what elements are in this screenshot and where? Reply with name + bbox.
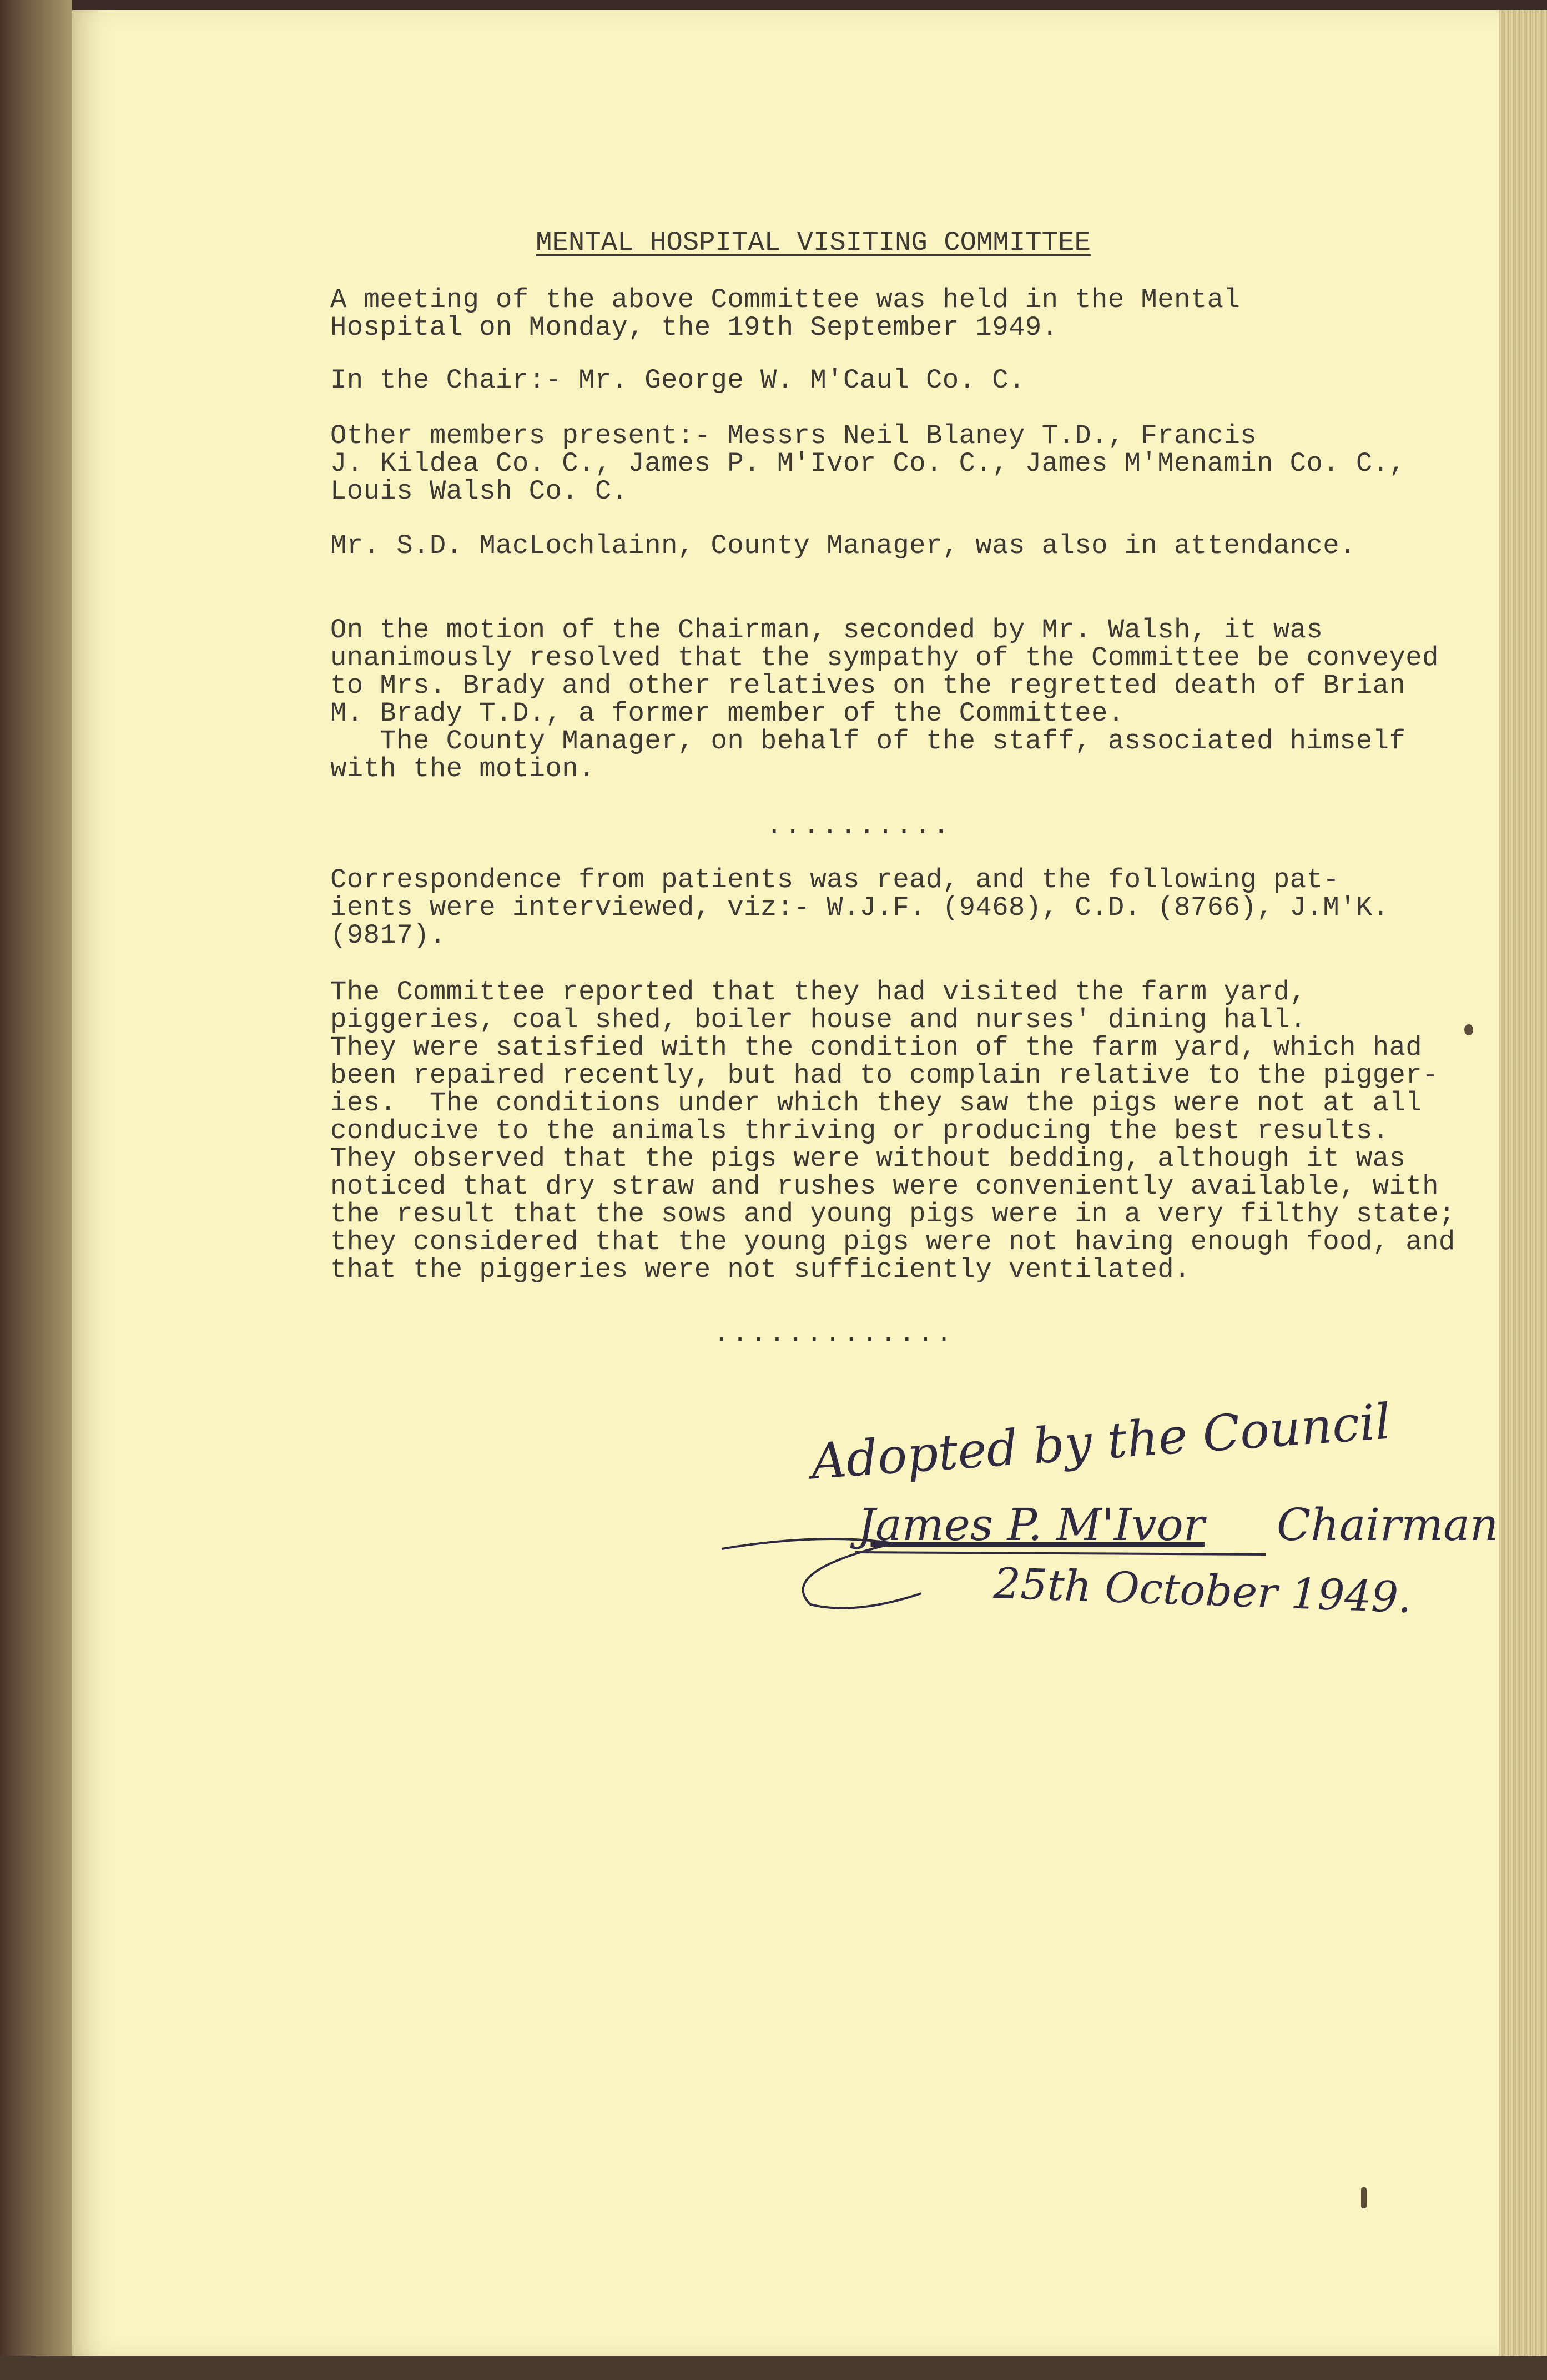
- paragraph-correspondence: Correspondence from patients was read, and the following pat- ients were interviewed, viz:- W.J.F. (9468), C.D. (8766), J.M'K. (9817).: [330, 864, 1389, 951]
- handwritten-role: Chairman: [1277, 1499, 1499, 1551]
- bottom-edge: [0, 2356, 1547, 2380]
- binding-edge: [0, 0, 72, 2380]
- paragraph-members: Other members present:- Messrs Neil Blaney T.D., Francis J. Kildea Co. C., James P. M'Ivor Co. C., James M'Menamin Co. C., Louis Walsh Co. C.: [330, 420, 1406, 507]
- handwritten-date: 25th October 1949.: [992, 1558, 1413, 1623]
- paragraph-meeting: A meeting of the above Committee was held in the Mental Hospital on Monday, the 19th September 1949.: [330, 284, 1241, 343]
- paragraph-committee-report: The Committee reported that they had visited the farm yard, piggeries, coal shed, boiler house and nurses' dining hall. They were satisfied with the condition of the farm yard, which had been repaired recently, but had to complain relative to the pigger- ies. The conditions under which they saw the pigs were not at all conducive to the animals thriving or producing the best results. They observed that the pigs were without bedding, although it was noticed that dry straw and rushes were conveniently available, with the result that the sows and young pigs were in a very filthy state; they considered that the young pigs were not having enough food, and that the piggeries were not sufficiently ventilated.: [330, 977, 1455, 1285]
- separator-dots: .............: [713, 1319, 955, 1350]
- ink-spot: [1464, 1024, 1473, 1035]
- signature-flourish: [710, 1510, 1321, 1621]
- separator-dots: ..........: [766, 811, 952, 842]
- handwritten-adoption-note: Adopted by the Council: [809, 1392, 1393, 1491]
- ink-spot: [1361, 2187, 1367, 2208]
- paragraph-chair: In the Chair:- Mr. George W. M'Caul Co. C.: [330, 365, 1025, 396]
- handwritten-signature: James P. M'Ivor: [858, 1499, 1205, 1551]
- paragraph-sympathy-motion: On the motion of the Chairman, seconded by Mr. Walsh, it was unanimously resolved that the sympathy of the Committee be conveyed to Mrs. Brady and other relatives on the regretted death of Brian M. Brady T.D., a former member of the Committee. The County Manager, on behalf of the staff, associated himself with the motion.: [330, 615, 1439, 784]
- page-title: MENTAL HOSPITAL VISITING COMMITTEE: [536, 227, 1091, 258]
- page-stack-edge: [1499, 10, 1547, 2369]
- paragraph-attendance: Mr. S.D. MacLochlainn, County Manager, was also in attendance.: [330, 530, 1356, 561]
